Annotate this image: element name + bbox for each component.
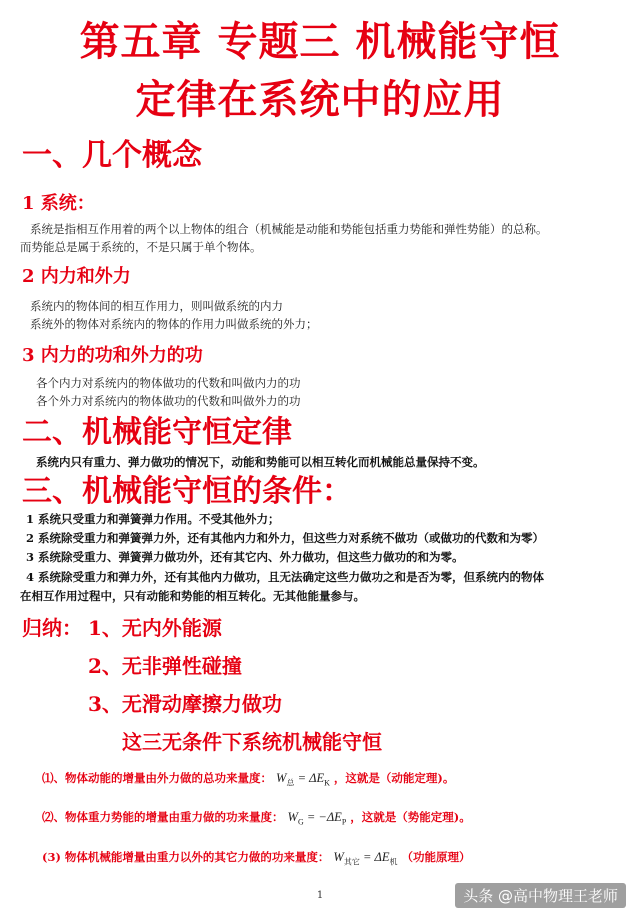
formula-3 bbox=[42, 848, 471, 872]
concept3-line2: 各个外力对系统内的物体做功的代数和叫做外力的功 bbox=[36, 394, 301, 408]
formula-3-equation: $W_{其它} = \Delta E_机$ bbox=[333, 850, 398, 867]
formula-2-prefix: ⑵、物体重力势能的增量由重力做的功来量度： bbox=[42, 810, 284, 824]
concept1-line2: 而势能总是属于系统的，不是只属于单个物体。 bbox=[20, 240, 262, 254]
formula-1 bbox=[42, 769, 454, 793]
concept1-heading bbox=[22, 193, 95, 215]
section1-heading: 一、几个概念 bbox=[22, 138, 202, 173]
formula-3-prefix: (3) 物体机械能增量由重力以外的其它力做的功来量度： bbox=[42, 850, 330, 864]
condition-line-5: 在相互作用过程中，只有动能和势能的相互转化。无其他能量参与。 bbox=[20, 589, 365, 603]
summary-conclusion: 这三无条件下系统机械能守恒 bbox=[122, 730, 382, 754]
formula-2 bbox=[42, 808, 471, 832]
summary-label: 归纳： bbox=[22, 616, 82, 640]
formula-3-suffix: （功能原理） bbox=[401, 850, 471, 864]
concept3-line1: 各个内力对系统内的物体做功的代数和叫做内力的功 bbox=[36, 376, 301, 390]
title-line-1: 第五章 专题三 机械能守恒 bbox=[79, 18, 561, 65]
section2-heading: 二、机械能守恒定律 bbox=[22, 415, 292, 450]
title-line-2: 定律在系统中的应用 bbox=[135, 76, 505, 123]
formula-2-suffix: ，这就是（势能定理)。 bbox=[350, 810, 471, 824]
summary-item-2: 2、无非弹性碰撞 bbox=[88, 654, 242, 678]
condition-line-2: 2 系统除受重力和弹簧弹力外，还有其他内力和外力，但这些力对系统不做功（或做功的代数和为零） bbox=[26, 531, 544, 545]
concept3-heading: 3 内力的功和外力的功 bbox=[22, 345, 203, 366]
concept2-line2: 系统外的物体对系统内的物体的作用力叫做系统的外力； bbox=[30, 317, 318, 331]
summary-item-3: 3、无滑动摩擦力做功 bbox=[88, 692, 282, 716]
formula-1-equation: $W_总 = \Delta E_K$ bbox=[276, 771, 330, 788]
condition-line-1: 1 系统只受重力和弹簧弹力作用。不受其他外力； bbox=[26, 512, 280, 526]
condition-line-3: 3 系统除受重力、弹簧弹力做功外，还有其它内、外力做功，但这些力做功的和为零。 bbox=[26, 550, 464, 564]
section3-heading: 三、机械能守恒的条件： bbox=[22, 474, 352, 509]
section2-text: 系统内只有重力、弹力做功的情况下，动能和势能可以相互转化而机械能总量保持不变。 bbox=[36, 455, 485, 469]
formula-1-suffix: ，这就是（动能定理)。 bbox=[333, 771, 455, 785]
formula-2-equation: $W_G = -\Delta E_P$ bbox=[287, 810, 347, 827]
summary-item-1: 1、无内外能源 bbox=[88, 616, 222, 640]
concept1-line1: 系统是指相互作用着的两个以上物体的组合（机械能是动能和势能包括重力势能和弹性势能）的总称。 bbox=[30, 222, 548, 236]
concept2-line1: 系统内的物体间的相互作用力，则叫做系统的内力 bbox=[30, 299, 283, 313]
page-number: 1 bbox=[316, 890, 324, 901]
concept1-heading-text: 1 系统： bbox=[22, 193, 95, 214]
concept2-heading: 2 内力和外力 bbox=[22, 266, 131, 287]
condition-line-4: 4 系统除受重力和弹力外，还有其他内力做功，且无法确定这些力做功之和是否为零，但系统内的物体 bbox=[26, 570, 544, 584]
watermark: 头条 @高中物理王老师 bbox=[455, 883, 626, 908]
formula-1-prefix: ⑴、物体动能的增量由外力做的总功来量度： bbox=[42, 771, 272, 785]
